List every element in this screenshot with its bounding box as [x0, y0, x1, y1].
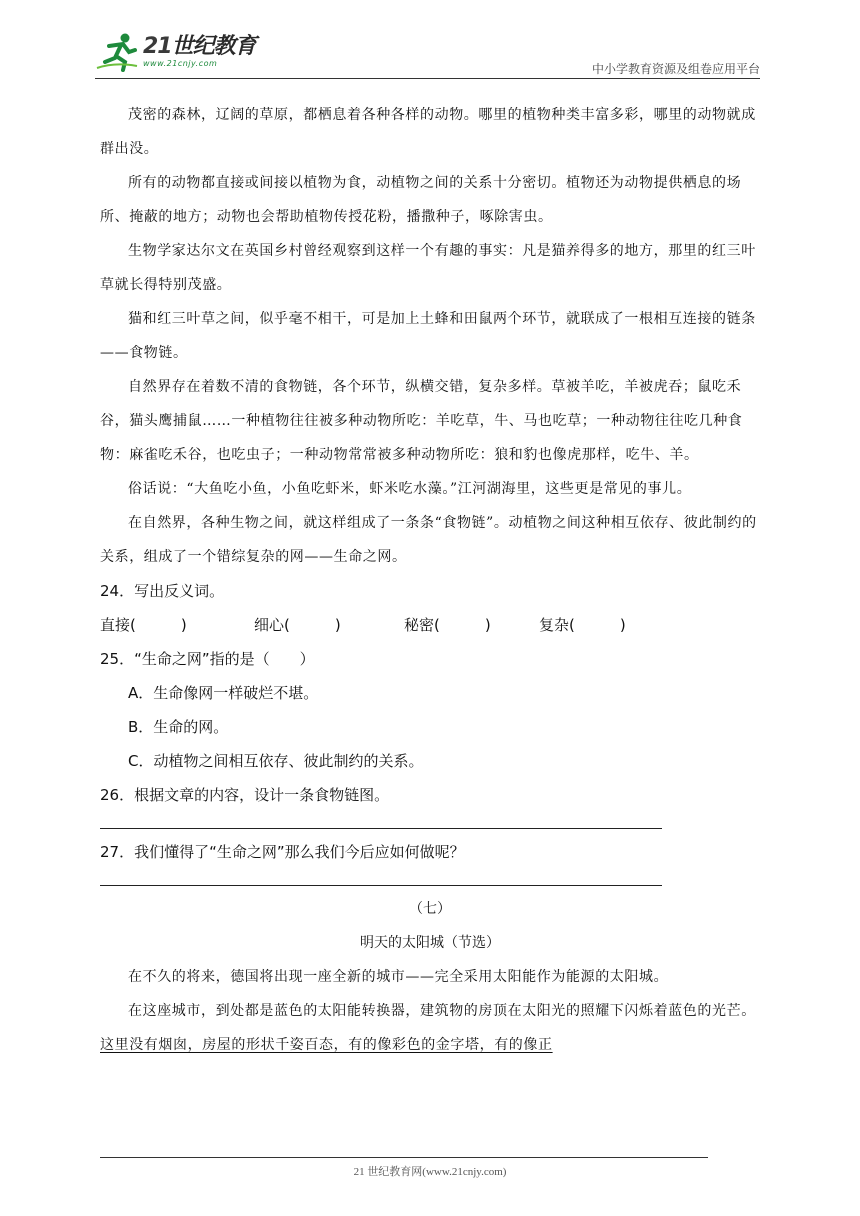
- section-title: 明天的太阳城（节选）: [360, 935, 500, 951]
- footer-divider: [100, 1157, 708, 1158]
- option-a[interactable]: A．生命像网一样破烂不堪。: [128, 684, 319, 702]
- answer-line[interactable]: [100, 812, 662, 829]
- passage-paragraph: 俗话说：“大鱼吃小鱼，小鱼吃虾米，虾米吃水藻。”江河湖海里，这些更是常见的事儿。: [128, 481, 692, 497]
- question-25: 25．“生命之网”指的是（ ）: [100, 650, 315, 668]
- antonym-row: [100, 608, 760, 642]
- paragraph-text: 在这座城市，到处都是蓝色的太阳能转换器，建筑物的房顶在太阳光的照耀下闪烁着蓝色的光芒。: [128, 1003, 756, 1019]
- question-24: 24．写出反义词。: [100, 582, 225, 600]
- option-b[interactable]: B．生命的网。: [128, 718, 229, 736]
- passage-paragraph: [100, 994, 760, 1062]
- logo-url: www.21cnjy.com: [143, 59, 218, 68]
- underlined-sentence: 这里没有烟囱，房屋的形状千姿百态，有的像彩色的金字塔，有的像正: [100, 1037, 553, 1053]
- passage-paragraph: 生物学家达尔文在英国乡村曾经观察到这样一个有趣的事实：凡是猫养得多的地方，那里的红三叶草就长得特别茂盛。: [100, 243, 756, 293]
- page-header: [95, 32, 760, 80]
- passage-paragraph: 自然界存在着数不清的食物链，各个环节，纵横交错，复杂多样。草被羊吃，羊被虎吞；鼠吃禾谷，猫头鹰捕鼠……一种植物往往被多种动物所吃：羊吃草，牛、马也吃草；一种动物往往吃几种食物：麻雀吃禾谷，也吃虫子；一种动物常常被多种动物所吃：狼和豹也像虎那样，吃牛、羊。: [100, 379, 743, 463]
- passage-paragraph: 所有的动物都直接或间接以植物为食，动植物之间的关系十分密切。植物还为动物提供栖息的场所、掩蔽的地方；动物也会帮助植物传授花粉，播撒种子，啄除害虫。: [100, 175, 742, 225]
- page-content: [100, 98, 760, 1062]
- antonym-item[interactable]: 复杂( ): [539, 616, 626, 634]
- header-divider: [95, 78, 760, 79]
- passage-paragraph: 茂密的森林，辽阔的草原，都栖息着各种各样的动物。哪里的植物种类丰富多彩，哪里的动物就成群出没。: [100, 107, 756, 157]
- page-footer: 21 世纪教育网(www.21cnjy.com): [353, 1166, 507, 1178]
- passage-paragraph: 在自然界，各种生物之间，就这样组成了一条条“食物链”。动植物之间这种相互依存、彼此制约的关系，组成了一个错综复杂的网——生命之网。: [100, 515, 757, 565]
- question-27: 27．我们懂得了“生命之网”那么我们今后应如何做呢？: [100, 843, 465, 861]
- antonym-item[interactable]: 细心( ): [254, 616, 341, 634]
- option-c[interactable]: C．动植物之间相互依存、彼此制约的关系。: [128, 752, 424, 770]
- antonym-item[interactable]: 直接( ): [100, 616, 187, 634]
- site-logo: [95, 32, 256, 72]
- passage-paragraph: 猫和红三叶草之间，似乎毫不相干，可是加上土蜂和田鼠两个环节，就联成了一根相互连接的链条——食物链。: [100, 311, 756, 361]
- antonym-item[interactable]: 秘密( ): [404, 616, 491, 634]
- platform-name: 中小学教育资源及组卷应用平台: [591, 62, 760, 76]
- logo-wordmark: 21世纪教育: [143, 34, 256, 59]
- passage-paragraph: 在不久的将来，德国将出现一座全新的城市——完全采用太阳能作为能源的太阳城。: [128, 969, 669, 985]
- runner-logo-icon: [95, 32, 139, 72]
- question-26: 26．根据文章的内容，设计一条食物链图。: [100, 786, 390, 804]
- answer-line[interactable]: [100, 869, 662, 886]
- section-number: （七）: [409, 901, 451, 917]
